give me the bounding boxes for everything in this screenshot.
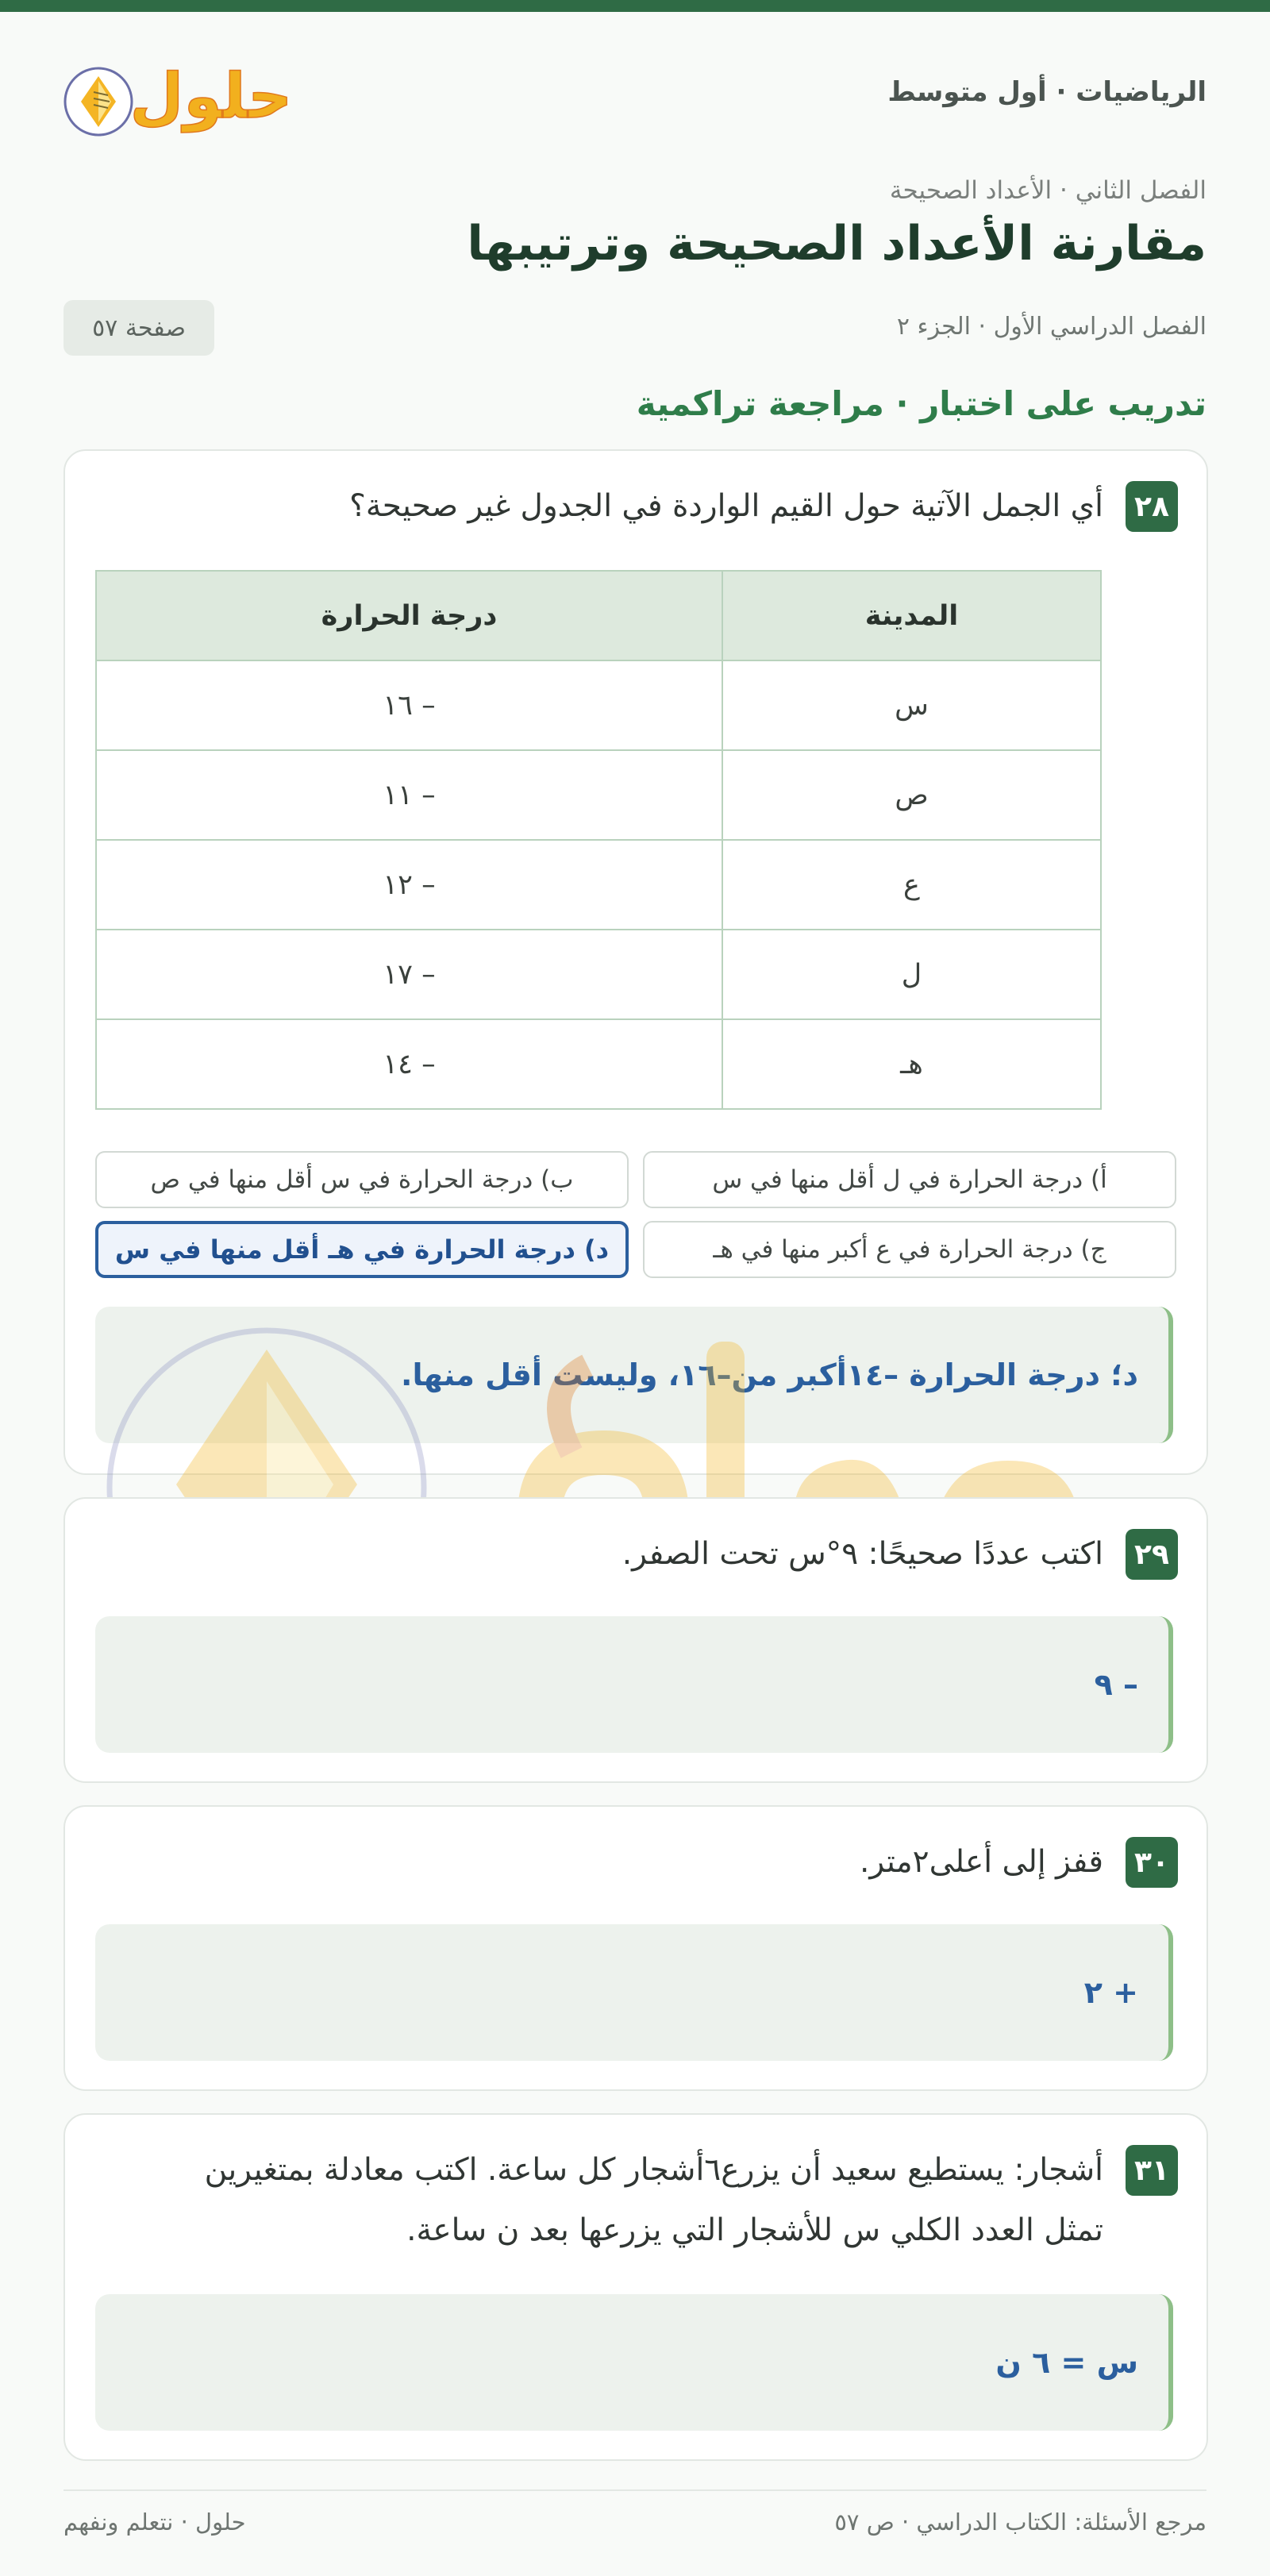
answer-box: د؛ درجة الحرارة –١٤أكبر من–١٦، وليست أقل منها. [95,1307,1173,1443]
table-cell-city: س [722,660,1101,750]
table-cell-temperature: – ١٢ [96,840,722,930]
table-cell-temperature: – ١٧ [96,930,722,1019]
option-a[interactable]: أ) درجة الحرارة في ل أقل منها في س [643,1151,1176,1208]
footer-brand: حلول · نتعلم ونفهم [64,2509,246,2536]
question-card-29 [64,1497,1208,1783]
subject-label: الرياضيات · أول متوسط [887,76,1206,108]
book-icon [65,68,132,135]
table-cell-city: ل [722,930,1101,1019]
page-header [64,49,1206,152]
question-text-line1: أشجار: يستطيع سعيد أن يزرع٦أشجار كل ساعة. اكتب معادلة بمتغيرين [204,2152,1103,2188]
temperature-table [95,570,1102,1110]
table-cell-temperature: – ١١ [96,750,722,840]
option-d-correct[interactable]: د) درجة الحرارة في هـ أقل منها في س [95,1221,629,1278]
answer-box: س = ٦ ن [95,2294,1173,2431]
table-cell-city: ع [722,840,1101,930]
table-cell-temperature: – ١٦ [96,660,722,750]
table-header-city: المدينة [722,571,1101,660]
question-text: اكتب عددًا صحيحًا: ٩°س تحت الصفر. [622,1536,1103,1572]
page-number-badge: صفحة ٥٧ [64,300,214,356]
logo-text: حلول [129,61,293,133]
answer-box: + ٢ [95,1924,1173,2061]
breadcrumb: الفصل الثاني · الأعداد الصحيحة [889,176,1206,205]
question-text-line2: تمثل العدد الكلي س للأشجار التي يزرعها بعد ن ساعة. [406,2212,1103,2248]
table-cell-city: هـ [722,1019,1101,1109]
question-number-badge: ٣١ [1126,2145,1178,2196]
table-row [96,1019,1101,1109]
table-header-temperature: درجة الحرارة [96,571,722,660]
option-c[interactable]: ج) درجة الحرارة في ع أكبر منها في هـ [643,1221,1176,1278]
term-label: الفصل الدراسي الأول · الجزء ٢ [896,313,1206,341]
table-header-row [96,571,1101,660]
question-number-badge: ٣٠ [1126,1837,1178,1888]
page-title: مقارنة الأعداد الصحيحة وترتيبها [467,216,1206,271]
table-cell-temperature: – ١٤ [96,1019,722,1109]
question-text: قفز إلى أعلى٢متر. [860,1844,1103,1880]
question-card-28 [64,449,1208,1475]
table-cell-city: ص [722,750,1101,840]
footer-source: مرجع الأسئلة: الكتاب الدراسي · ص ٥٧ [834,2509,1206,2536]
top-accent-bar [0,0,1270,12]
table-row [96,660,1101,750]
question-card-30 [64,1805,1208,2091]
table-row [96,840,1101,930]
question-text: أي الجمل الآتية حول القيم الواردة في الجدول غير صحيحة؟ [349,488,1103,524]
question-card-31 [64,2113,1208,2461]
footer-divider [64,2489,1206,2491]
question-number-badge: ٢٩ [1126,1529,1178,1580]
section-title: تدريب على اختبار · مراجعة تراكمية [636,384,1206,423]
option-b[interactable]: ب) درجة الحرارة في س أقل منها في ص [95,1151,629,1208]
table-row [96,930,1101,1019]
logo[interactable] [64,49,294,152]
answer-box: – ٩ [95,1616,1173,1753]
table-row [96,750,1101,840]
question-number-badge: ٢٨ [1126,481,1178,532]
